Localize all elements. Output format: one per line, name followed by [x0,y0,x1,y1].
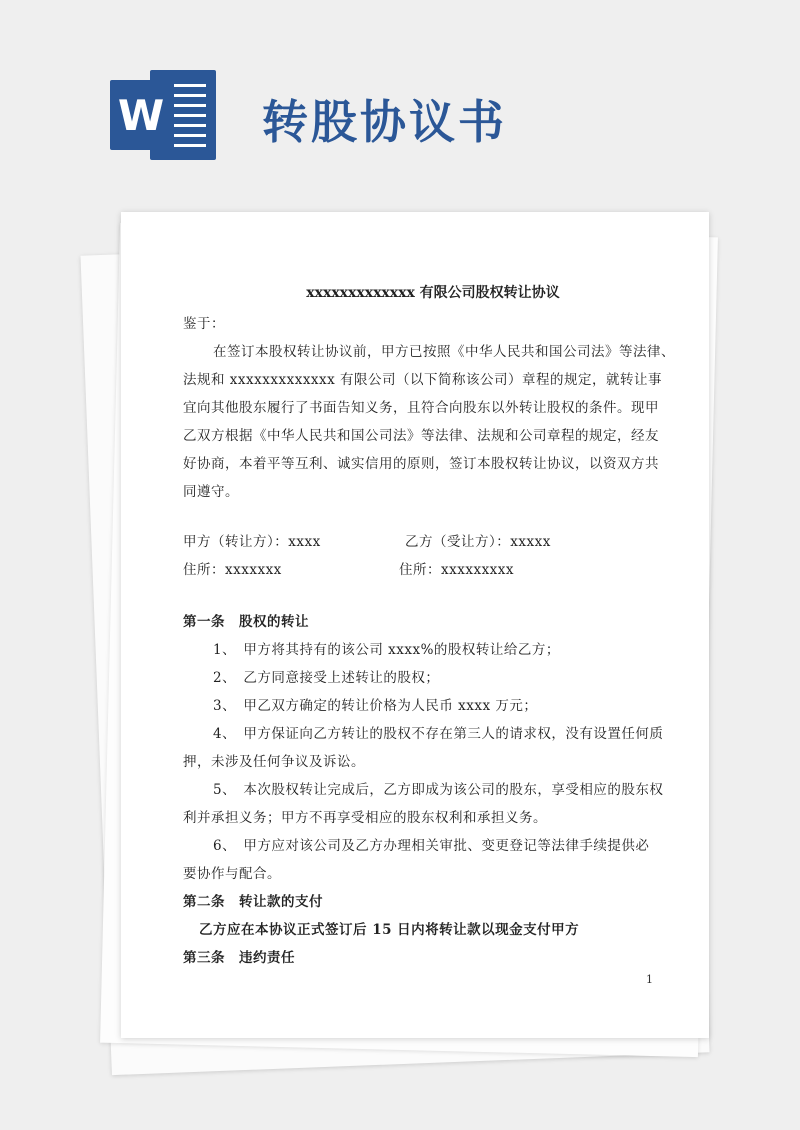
word-logo-icon [110,70,216,160]
preamble-line: 宜向其他股东履行了书面告知义务，且符合向股东以外转让股权的条件。现甲 [183,400,659,416]
document-title: xxxxxxxxxxxxx 有限公司股权转让协议 [306,285,560,301]
page-number: 1 [646,973,653,986]
preamble-line: 鉴于： [183,316,225,332]
section-2-body: 乙方应在本协议正式签订后 15 日内将转让款以现金支付甲方 [199,922,580,938]
preamble-line: 同遵守。 [183,484,239,500]
page-title: 转股协议书 [262,95,507,149]
address-a: 住所：xxxxxxx [183,562,282,578]
section-1-item: 利并承担义务；甲方不再享受相应的股东权利和承担义务。 [183,810,547,826]
section-1-item: 2、 乙方同意接受上述转让的股权； [213,670,440,686]
section-2-heading: 第二条 转让款的支付 [183,894,323,910]
section-1-item: 5、 本次股权转让完成后，乙方即成为该公司的股东，享受相应的股东权 [213,782,664,798]
section-1-item: 押，未涉及任何争议及诉讼。 [183,754,365,770]
section-1-item: 1、 甲方将其持有的该公司 xxxx%的股权转让给乙方； [213,642,560,658]
word-letter: W [110,80,172,150]
preamble-line: 乙双方根据《中华人民共和国公司法》等法律、法规和公司章程的规定，经友 [183,428,659,444]
document-page [121,212,709,1038]
header [0,0,800,190]
section-1-heading: 第一条 股权的转让 [183,614,309,630]
preamble-line: 法规和 xxxxxxxxxxxxx 有限公司（以下简称该公司）章程的规定，就转让事 [183,372,663,388]
section-1-item: 4、 甲方保证向乙方转让的股权不存在第三人的请求权，没有设置任何质 [213,726,664,742]
section-1-item: 要协作与配合。 [183,866,281,882]
section-1-item: 3、 甲乙双方确定的转让价格为人民币 xxxx 万元； [213,698,538,714]
section-1-item: 6、 甲方应对该公司及乙方办理相关审批、变更登记等法律手续提供必 [213,838,650,854]
section-3-heading: 第三条 违约责任 [183,950,295,966]
preamble-line: 好协商，本着平等互利、诚实信用的原则，签订本股权转让协议，以资双方共 [183,456,659,472]
party-b: 乙方（受让方）：xxxxx [405,534,551,550]
preamble-line: 在签订本股权转让协议前，甲方已按照《中华人民共和国公司法》等法律、 [213,344,675,360]
address-b: 住所：xxxxxxxxx [399,562,515,578]
party-a: 甲方（转让方）：xxxx [183,534,321,550]
